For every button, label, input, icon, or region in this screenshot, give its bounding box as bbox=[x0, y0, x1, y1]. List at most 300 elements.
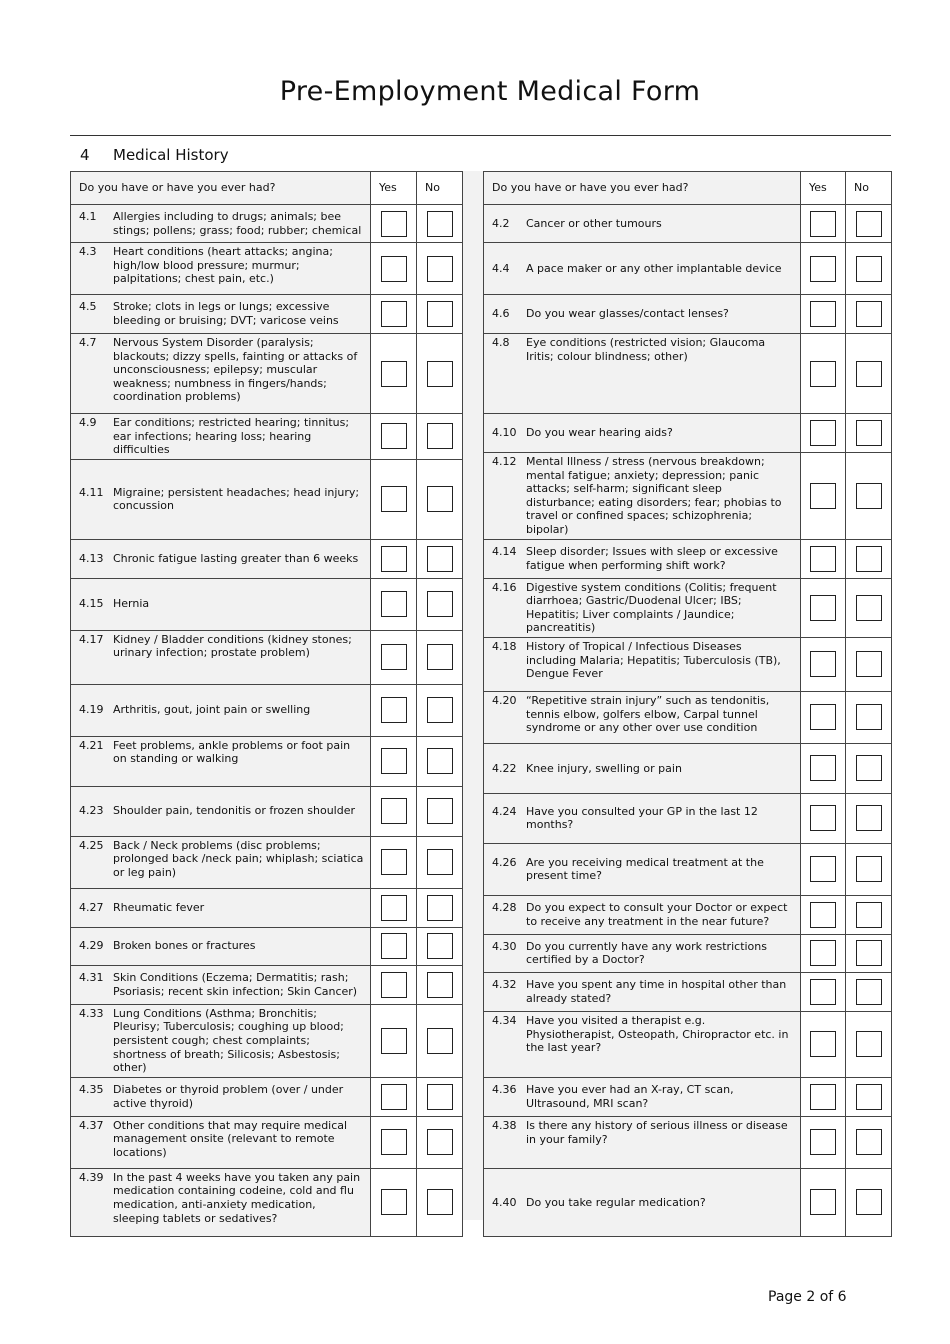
question-number: 4.5 bbox=[79, 300, 97, 314]
question-number: 4.30 bbox=[492, 939, 517, 953]
no-checkbox[interactable] bbox=[856, 755, 882, 781]
question-cell bbox=[484, 637, 801, 691]
yes-cell bbox=[371, 965, 417, 1004]
question-row bbox=[71, 888, 463, 927]
question-cell bbox=[71, 295, 371, 334]
question-number: 4.23 bbox=[79, 804, 104, 818]
no-checkbox[interactable] bbox=[427, 423, 453, 449]
header-yes: Yes bbox=[801, 172, 846, 205]
no-checkbox[interactable] bbox=[427, 256, 453, 282]
no-checkbox[interactable] bbox=[856, 651, 882, 677]
no-cell bbox=[417, 578, 463, 630]
no-cell bbox=[846, 295, 892, 334]
question-row bbox=[71, 334, 463, 414]
yes-cell bbox=[371, 295, 417, 334]
no-checkbox[interactable] bbox=[856, 595, 882, 621]
header-no: No bbox=[417, 172, 463, 205]
no-cell bbox=[846, 637, 892, 691]
question-text: Chronic fatigue lasting greater than 6 weeks bbox=[113, 551, 359, 565]
question-number: 4.27 bbox=[79, 900, 104, 914]
question-row bbox=[484, 743, 892, 793]
question-text: Shoulder pain, tendonitis or frozen shoulder bbox=[113, 804, 355, 818]
question-row bbox=[484, 1077, 892, 1116]
no-checkbox[interactable] bbox=[856, 1129, 882, 1155]
question-number: 4.31 bbox=[79, 971, 104, 985]
yes-checkbox[interactable] bbox=[381, 256, 407, 282]
question-row bbox=[484, 539, 892, 578]
no-cell bbox=[417, 786, 463, 836]
question-cell bbox=[71, 1116, 371, 1168]
question-row bbox=[484, 578, 892, 637]
yes-cell bbox=[371, 539, 417, 578]
question-cell bbox=[484, 1116, 801, 1168]
no-checkbox[interactable] bbox=[856, 1031, 882, 1057]
yes-cell bbox=[371, 578, 417, 630]
no-checkbox[interactable] bbox=[427, 644, 453, 670]
yes-checkbox[interactable] bbox=[810, 979, 836, 1005]
yes-checkbox[interactable] bbox=[381, 644, 407, 670]
question-row bbox=[484, 691, 892, 743]
question-cell bbox=[71, 1077, 371, 1116]
no-cell bbox=[417, 736, 463, 786]
no-cell bbox=[846, 334, 892, 414]
question-row bbox=[71, 630, 463, 684]
no-checkbox[interactable] bbox=[856, 805, 882, 831]
yes-checkbox[interactable] bbox=[810, 301, 836, 327]
no-checkbox[interactable] bbox=[856, 361, 882, 387]
section-heading bbox=[80, 146, 229, 164]
no-checkbox[interactable] bbox=[427, 1084, 453, 1110]
no-cell bbox=[417, 684, 463, 736]
yes-cell bbox=[371, 459, 417, 539]
question-row bbox=[71, 459, 463, 539]
no-cell bbox=[846, 934, 892, 972]
yes-checkbox[interactable] bbox=[381, 849, 407, 875]
no-cell bbox=[846, 1077, 892, 1116]
yes-checkbox[interactable] bbox=[810, 651, 836, 677]
question-number: 4.28 bbox=[492, 901, 517, 915]
yes-checkbox[interactable] bbox=[810, 546, 836, 572]
question-text: Back / Neck problems (disc problems; prolonged back /neck pain; whiplash; sciatica or leg pain) bbox=[113, 838, 364, 879]
question-text: Do you expect to consult your Doctor or expect to receive any treatment in the near future? bbox=[526, 901, 788, 928]
question-row bbox=[71, 786, 463, 836]
yes-cell bbox=[801, 243, 846, 295]
no-checkbox[interactable] bbox=[427, 591, 453, 617]
no-checkbox[interactable] bbox=[427, 301, 453, 327]
yes-cell bbox=[371, 1077, 417, 1116]
title-divider bbox=[70, 135, 891, 136]
header-question: Do you have or have you ever had? bbox=[484, 172, 801, 205]
question-number: 4.25 bbox=[79, 838, 104, 852]
no-cell bbox=[846, 578, 892, 637]
no-checkbox[interactable] bbox=[427, 1189, 453, 1215]
yes-cell bbox=[801, 637, 846, 691]
no-checkbox[interactable] bbox=[856, 420, 882, 446]
no-cell bbox=[846, 1116, 892, 1168]
yes-checkbox[interactable] bbox=[381, 798, 407, 824]
yes-cell bbox=[801, 1011, 846, 1077]
no-cell bbox=[846, 793, 892, 843]
question-cell bbox=[71, 888, 371, 927]
no-cell bbox=[846, 972, 892, 1011]
yes-cell bbox=[801, 895, 846, 934]
question-cell bbox=[71, 786, 371, 836]
no-cell bbox=[417, 1168, 463, 1236]
yes-checkbox[interactable] bbox=[381, 895, 407, 921]
yes-checkbox[interactable] bbox=[810, 755, 836, 781]
no-checkbox[interactable] bbox=[427, 697, 453, 723]
no-checkbox[interactable] bbox=[856, 902, 882, 928]
question-number: 4.16 bbox=[492, 580, 517, 594]
no-cell bbox=[417, 459, 463, 539]
question-row bbox=[71, 539, 463, 578]
question-row bbox=[484, 295, 892, 334]
question-text: Have you ever had an X-ray, CT scan, Ultrasound, MRI scan? bbox=[526, 1083, 734, 1110]
yes-checkbox[interactable] bbox=[810, 211, 836, 237]
question-number: 4.24 bbox=[492, 804, 517, 818]
question-text: Eye conditions (restricted vision; Glaucoma Iritis; colour blindness; other) bbox=[526, 336, 766, 363]
yes-cell bbox=[371, 736, 417, 786]
no-cell bbox=[846, 205, 892, 243]
question-row bbox=[71, 578, 463, 630]
yes-cell bbox=[371, 927, 417, 965]
yes-checkbox[interactable] bbox=[810, 1031, 836, 1057]
question-cell bbox=[484, 243, 801, 295]
yes-cell bbox=[371, 205, 417, 243]
question-text: Feet problems, ankle problems or foot pain on standing or walking bbox=[113, 738, 351, 766]
question-cell bbox=[71, 927, 371, 965]
question-cell bbox=[71, 459, 371, 539]
question-text: Other conditions that may require medical management onsite (relevant to remote locations) bbox=[113, 1118, 348, 1159]
yes-checkbox[interactable] bbox=[810, 1189, 836, 1215]
question-cell bbox=[484, 1011, 801, 1077]
no-cell bbox=[846, 743, 892, 793]
question-number: 4.34 bbox=[492, 1013, 517, 1027]
question-text: Nervous System Disorder (paralysis; blackouts; dizzy spells, fainting or attacks of unconsciousness; epilepsy; muscular weakness; numbness in fingers/hands; coordination problems) bbox=[113, 336, 358, 404]
question-number: 4.13 bbox=[79, 551, 104, 565]
question-row bbox=[484, 843, 892, 895]
question-row bbox=[484, 334, 892, 414]
question-number: 4.39 bbox=[79, 1170, 104, 1184]
question-text: Are you receiving medical treatment at the present time? bbox=[526, 855, 764, 883]
yes-checkbox[interactable] bbox=[381, 972, 407, 998]
yes-checkbox[interactable] bbox=[810, 704, 836, 730]
no-checkbox[interactable] bbox=[427, 1028, 453, 1054]
yes-checkbox[interactable] bbox=[381, 1028, 407, 1054]
question-number: 4.19 bbox=[79, 703, 104, 717]
question-number: 4.17 bbox=[79, 632, 104, 646]
question-row bbox=[484, 934, 892, 972]
question-row bbox=[71, 205, 463, 243]
question-text: Have you consulted your GP in the last 12 months? bbox=[526, 804, 758, 832]
no-cell bbox=[846, 1011, 892, 1077]
question-cell bbox=[71, 965, 371, 1004]
yes-cell bbox=[801, 205, 846, 243]
question-text: Stroke; clots in legs or lungs; excessive bleeding or bruising; DVT; varicose veins bbox=[113, 300, 339, 327]
question-number: 4.1 bbox=[79, 209, 97, 223]
question-cell bbox=[71, 539, 371, 578]
yes-cell bbox=[371, 684, 417, 736]
yes-checkbox[interactable] bbox=[381, 301, 407, 327]
question-cell bbox=[71, 414, 371, 460]
question-number: 4.37 bbox=[79, 1118, 104, 1132]
no-cell bbox=[417, 414, 463, 460]
yes-cell bbox=[801, 295, 846, 334]
yes-checkbox[interactable] bbox=[810, 805, 836, 831]
question-cell bbox=[71, 334, 371, 414]
question-text: History of Tropical / Infectious Diseases including Malaria; Hepatitis; Tuberculosis (TB), Dengue Fever bbox=[526, 639, 781, 681]
question-row bbox=[484, 637, 892, 691]
yes-cell bbox=[371, 836, 417, 888]
question-cell bbox=[484, 691, 801, 743]
question-text: Have you visited a therapist e.g. Physiotherapist, Osteopath, Chiropractor etc. in the last year? bbox=[526, 1013, 789, 1055]
no-cell bbox=[417, 888, 463, 927]
yes-checkbox[interactable] bbox=[381, 697, 407, 723]
question-row bbox=[484, 414, 892, 453]
yes-cell bbox=[371, 888, 417, 927]
yes-cell bbox=[801, 453, 846, 540]
yes-checkbox[interactable] bbox=[810, 256, 836, 282]
header-row bbox=[484, 172, 892, 205]
question-text: Do you currently have any work restrictions certified by a Doctor? bbox=[526, 939, 767, 967]
no-cell bbox=[417, 539, 463, 578]
question-cell bbox=[484, 539, 801, 578]
no-cell bbox=[417, 1116, 463, 1168]
yes-checkbox[interactable] bbox=[381, 1189, 407, 1215]
question-number: 4.3 bbox=[79, 245, 97, 258]
yes-cell bbox=[371, 1116, 417, 1168]
question-row bbox=[71, 684, 463, 736]
question-cell bbox=[484, 578, 801, 637]
no-cell bbox=[846, 895, 892, 934]
yes-checkbox[interactable] bbox=[810, 483, 836, 509]
yes-cell bbox=[801, 934, 846, 972]
no-cell bbox=[846, 453, 892, 540]
yes-checkbox[interactable] bbox=[381, 486, 407, 512]
question-text: Do you wear hearing aids? bbox=[526, 426, 673, 440]
yes-cell bbox=[371, 1004, 417, 1077]
yes-cell bbox=[371, 786, 417, 836]
yes-cell bbox=[801, 691, 846, 743]
header-no: No bbox=[846, 172, 892, 205]
no-checkbox[interactable] bbox=[427, 486, 453, 512]
question-number: 4.11 bbox=[79, 485, 104, 499]
question-cell bbox=[484, 334, 801, 414]
question-cell bbox=[484, 1077, 801, 1116]
question-cell bbox=[71, 630, 371, 684]
yes-cell bbox=[801, 578, 846, 637]
no-cell bbox=[417, 243, 463, 295]
yes-checkbox[interactable] bbox=[810, 595, 836, 621]
no-cell bbox=[417, 334, 463, 414]
question-number: 4.26 bbox=[492, 855, 517, 869]
question-number: 4.10 bbox=[492, 426, 517, 440]
right-question-table bbox=[483, 171, 892, 1237]
no-checkbox[interactable] bbox=[856, 1084, 882, 1110]
no-checkbox[interactable] bbox=[856, 856, 882, 882]
section-number: 4 bbox=[80, 146, 90, 164]
question-text: Ear conditions; restricted hearing; tinnitus; ear infections; hearing loss; hearing difficulties bbox=[113, 416, 350, 457]
question-text: Heart conditions (heart attacks; angina; high/low blood pressure; murmur; palpitations; chest pain, etc.) bbox=[113, 245, 333, 286]
question-row bbox=[484, 972, 892, 1011]
question-text: Hernia bbox=[113, 597, 150, 611]
question-cell bbox=[484, 205, 801, 243]
no-checkbox[interactable] bbox=[856, 483, 882, 509]
no-checkbox[interactable] bbox=[427, 849, 453, 875]
yes-cell bbox=[801, 1116, 846, 1168]
question-cell bbox=[71, 836, 371, 888]
column-gap bbox=[462, 171, 483, 1220]
question-cell bbox=[484, 1168, 801, 1236]
question-number: 4.40 bbox=[492, 1195, 517, 1209]
question-number: 4.32 bbox=[492, 978, 517, 992]
question-cell bbox=[484, 843, 801, 895]
question-row bbox=[484, 453, 892, 540]
no-checkbox[interactable] bbox=[427, 972, 453, 998]
yes-checkbox[interactable] bbox=[810, 856, 836, 882]
question-row bbox=[71, 1004, 463, 1077]
question-cell bbox=[484, 895, 801, 934]
no-checkbox[interactable] bbox=[427, 546, 453, 572]
question-text: Do you take regular medication? bbox=[526, 1195, 706, 1209]
yes-cell bbox=[801, 1168, 846, 1236]
question-row bbox=[71, 965, 463, 1004]
yes-checkbox[interactable] bbox=[381, 211, 407, 237]
yes-checkbox[interactable] bbox=[810, 361, 836, 387]
yes-checkbox[interactable] bbox=[381, 423, 407, 449]
question-number: 4.22 bbox=[492, 761, 517, 775]
question-row bbox=[484, 243, 892, 295]
question-text: Arthritis, gout, joint pain or swelling bbox=[113, 703, 311, 717]
no-cell bbox=[417, 295, 463, 334]
question-text: Broken bones or fractures bbox=[113, 939, 256, 953]
yes-cell bbox=[801, 743, 846, 793]
yes-checkbox[interactable] bbox=[381, 933, 407, 959]
question-number: 4.8 bbox=[492, 336, 510, 349]
no-checkbox[interactable] bbox=[856, 211, 882, 237]
no-checkbox[interactable] bbox=[427, 1129, 453, 1155]
question-cell bbox=[71, 578, 371, 630]
yes-checkbox[interactable] bbox=[810, 1129, 836, 1155]
yes-cell bbox=[801, 334, 846, 414]
no-cell bbox=[846, 1168, 892, 1236]
yes-checkbox[interactable] bbox=[810, 1084, 836, 1110]
question-number: 4.12 bbox=[492, 455, 517, 468]
yes-checkbox[interactable] bbox=[381, 1129, 407, 1155]
question-number: 4.29 bbox=[79, 939, 104, 953]
question-number: 4.6 bbox=[492, 307, 510, 321]
question-number: 4.15 bbox=[79, 597, 104, 611]
no-cell bbox=[417, 1004, 463, 1077]
yes-checkbox[interactable] bbox=[381, 546, 407, 572]
question-row bbox=[71, 927, 463, 965]
no-checkbox[interactable] bbox=[856, 940, 882, 966]
question-row bbox=[484, 1116, 892, 1168]
yes-checkbox[interactable] bbox=[810, 940, 836, 966]
question-row bbox=[71, 243, 463, 295]
question-number: 4.21 bbox=[79, 738, 104, 752]
question-row bbox=[71, 295, 463, 334]
question-text: Allergies including to drugs; animals; bee stings; pollens; grass; food; rubber; chemical bbox=[113, 209, 362, 237]
yes-checkbox[interactable] bbox=[381, 1084, 407, 1110]
yes-cell bbox=[371, 414, 417, 460]
question-text: Is there any history of serious illness or disease in your family? bbox=[526, 1118, 788, 1146]
no-checkbox[interactable] bbox=[427, 361, 453, 387]
no-checkbox[interactable] bbox=[856, 704, 882, 730]
question-number: 4.7 bbox=[79, 336, 97, 349]
question-text: Mental Illness / stress (nervous breakdown; mental fatigue; anxiety; depression; panic attacks; self-harm; significant sleep disturbance; eating disorders; fear; phobias to travel or confined spaces; schizophrenia; bipolar) bbox=[526, 455, 782, 536]
question-row bbox=[484, 205, 892, 243]
question-text: Have you spent any time in hospital other than already stated? bbox=[526, 978, 787, 1005]
question-text: Diabetes or thyroid problem (over / under active thyroid) bbox=[113, 1083, 344, 1110]
question-text: In the past 4 weeks have you taken any pain medication containing codeine, cold and flu medication, anti-anxiety medication, sleeping tablets or sedatives? bbox=[113, 1170, 361, 1225]
question-cell bbox=[484, 743, 801, 793]
no-cell bbox=[417, 630, 463, 684]
question-cell bbox=[71, 205, 371, 243]
question-number: 4.2 bbox=[492, 216, 510, 230]
no-cell bbox=[846, 539, 892, 578]
page-title: Pre-Employment Medical Form bbox=[279, 76, 701, 107]
question-number: 4.36 bbox=[492, 1083, 517, 1097]
yes-cell bbox=[371, 630, 417, 684]
yes-checkbox[interactable] bbox=[810, 420, 836, 446]
question-number: 4.14 bbox=[492, 544, 517, 558]
no-checkbox[interactable] bbox=[856, 979, 882, 1005]
header-row bbox=[71, 172, 463, 205]
no-checkbox[interactable] bbox=[427, 748, 453, 774]
yes-checkbox[interactable] bbox=[381, 591, 407, 617]
yes-cell bbox=[801, 1077, 846, 1116]
no-cell bbox=[846, 414, 892, 453]
yes-cell bbox=[371, 334, 417, 414]
question-text: Sleep disorder; Issues with sleep or excessive fatigue when performing shift work? bbox=[526, 544, 778, 572]
left-question-table bbox=[70, 171, 463, 1237]
no-checkbox[interactable] bbox=[856, 1189, 882, 1215]
question-row bbox=[71, 1168, 463, 1236]
no-checkbox[interactable] bbox=[856, 546, 882, 572]
yes-checkbox[interactable] bbox=[381, 748, 407, 774]
yes-checkbox[interactable] bbox=[381, 361, 407, 387]
header-question: Do you have or have you ever had? bbox=[71, 172, 371, 205]
question-cell bbox=[484, 793, 801, 843]
question-row bbox=[71, 1077, 463, 1116]
yes-cell bbox=[801, 414, 846, 453]
yes-checkbox[interactable] bbox=[810, 902, 836, 928]
question-text: Knee injury, swelling or pain bbox=[526, 761, 682, 775]
question-row bbox=[484, 1011, 892, 1077]
yes-cell bbox=[801, 843, 846, 895]
yes-cell bbox=[801, 972, 846, 1011]
no-checkbox[interactable] bbox=[856, 256, 882, 282]
no-cell bbox=[417, 836, 463, 888]
no-checkbox[interactable] bbox=[427, 211, 453, 237]
question-row bbox=[71, 736, 463, 786]
no-cell bbox=[417, 927, 463, 965]
no-checkbox[interactable] bbox=[427, 798, 453, 824]
no-checkbox[interactable] bbox=[427, 895, 453, 921]
no-cell bbox=[417, 205, 463, 243]
section-title: Medical History bbox=[113, 146, 229, 164]
question-cell bbox=[71, 736, 371, 786]
no-cell bbox=[417, 1077, 463, 1116]
question-text: Do you wear glasses/contact lenses? bbox=[526, 307, 729, 321]
yes-cell bbox=[371, 243, 417, 295]
no-cell bbox=[846, 243, 892, 295]
question-cell bbox=[71, 1168, 371, 1236]
no-checkbox[interactable] bbox=[856, 301, 882, 327]
no-checkbox[interactable] bbox=[427, 933, 453, 959]
question-text: Migraine; persistent headaches; head injury; concussion bbox=[113, 485, 360, 513]
